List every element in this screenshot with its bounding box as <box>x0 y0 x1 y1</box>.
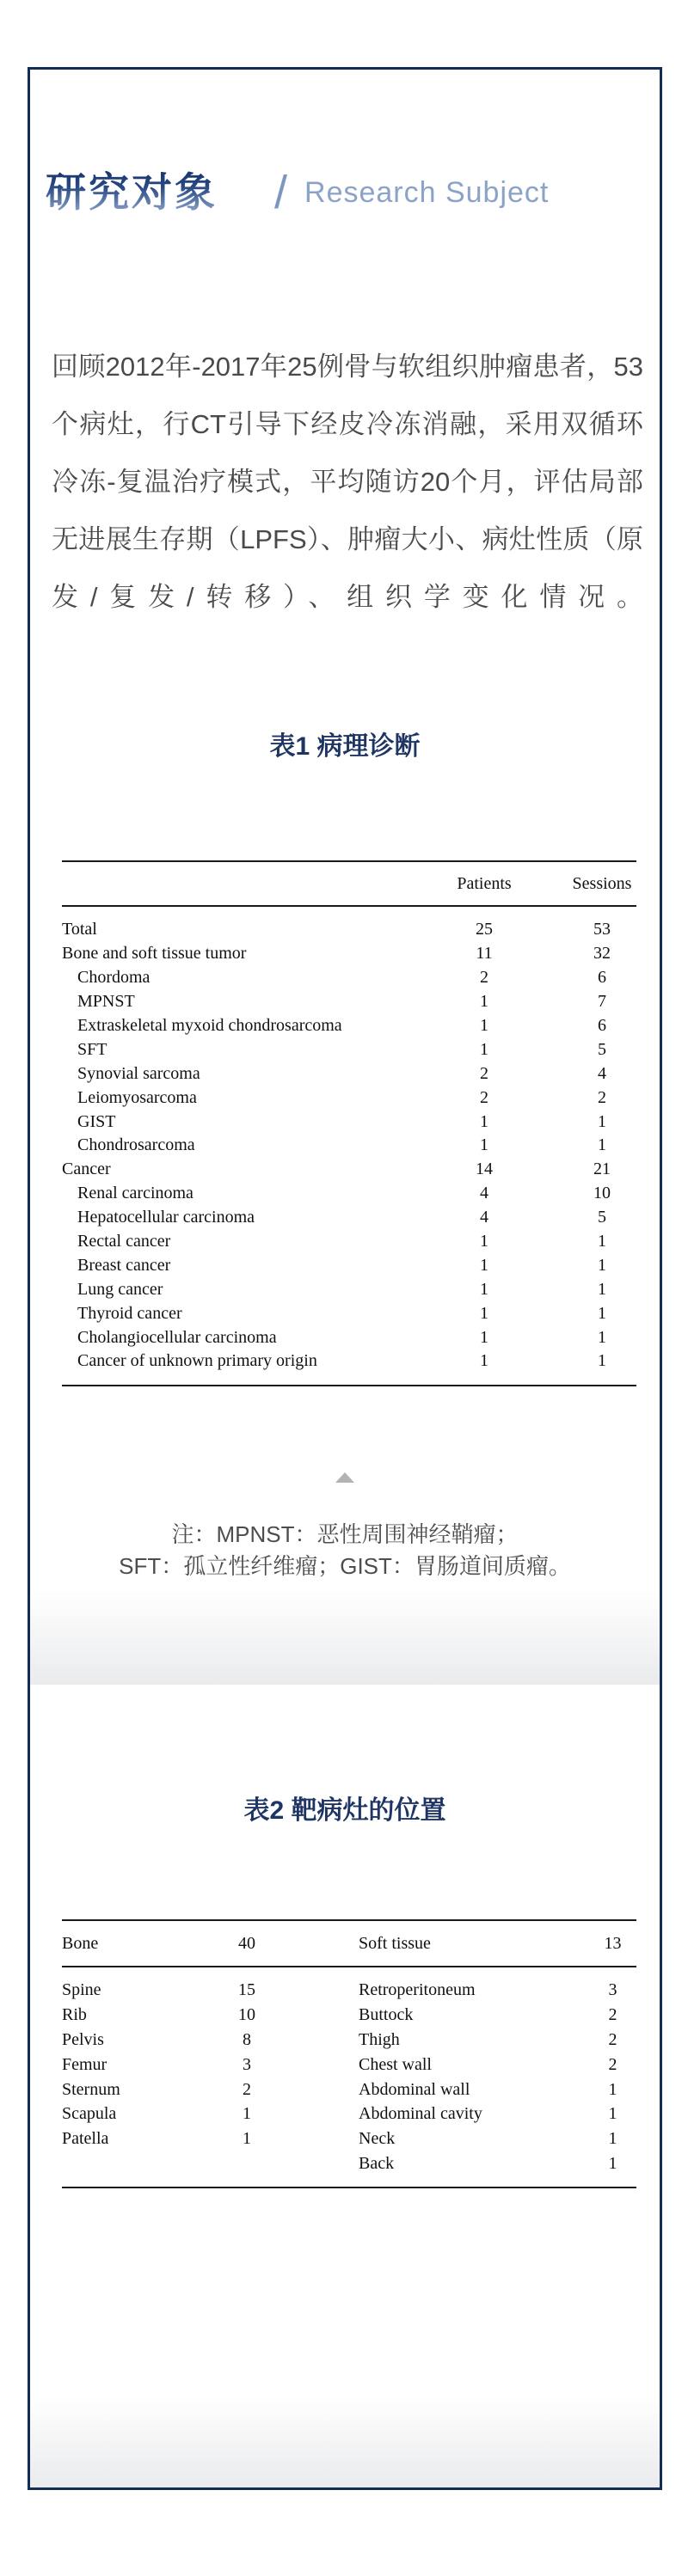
table2-header-row <box>62 1921 636 1966</box>
sessions-value: 21 <box>593 1160 611 1179</box>
table-row <box>62 1062 636 1086</box>
patients-value: 1 <box>480 1111 488 1131</box>
table-row <box>62 1206 636 1230</box>
soft-count: 3 <box>608 1979 617 1999</box>
patients-value: 25 <box>476 920 493 939</box>
bone-count: 8 <box>243 2029 251 2049</box>
soft-site: Buttock <box>359 2004 414 2024</box>
table2-caption: 表2 靶病灶的位置 <box>243 1796 446 1825</box>
patients-value: 11 <box>476 944 493 964</box>
soft-count: 1 <box>608 2104 617 2124</box>
table1-header-sessions: Sessions <box>572 873 632 893</box>
table-row <box>62 2151 636 2176</box>
patients-value: 2 <box>480 1087 488 1107</box>
table-row <box>62 1253 636 1277</box>
slash-divider-icon: / <box>274 167 288 218</box>
section-header <box>46 169 549 216</box>
table-row <box>62 1349 636 1374</box>
row-label: Chordoma <box>77 968 150 988</box>
bone-site: Scapula <box>62 2104 117 2124</box>
patients-value: 2 <box>480 968 488 988</box>
card-bottom-gradient <box>30 2395 660 2487</box>
row-label: GIST <box>77 1111 116 1131</box>
row-label: MPNST <box>77 992 135 1012</box>
table-row <box>62 1037 636 1062</box>
table-row <box>62 918 636 942</box>
table-row <box>62 1978 636 2003</box>
table1-caption: 表1 病理诊断 <box>269 732 421 761</box>
row-label: Breast cancer <box>77 1255 171 1275</box>
sessions-value: 2 <box>598 1087 606 1107</box>
sessions-value: 32 <box>593 944 611 964</box>
patients-value: 1 <box>480 1303 488 1323</box>
table-row <box>62 1014 636 1038</box>
table1-header-row <box>62 862 636 905</box>
pathology-table <box>62 860 636 1386</box>
bone-site: Spine <box>62 1979 101 1999</box>
soft-site: Abdominal wall <box>359 2079 470 2099</box>
bone-site <box>62 2151 182 2176</box>
table2-header-spacer <box>311 1921 359 1966</box>
table-row <box>62 1110 636 1134</box>
bone-count: 2 <box>243 2079 251 2099</box>
patients-value: 1 <box>480 1016 488 1035</box>
row-label: Rectal cancer <box>77 1232 171 1251</box>
row-label: Cancer <box>62 1160 111 1179</box>
patients-value: 2 <box>480 1063 488 1083</box>
patients-value: 1 <box>480 1351 488 1371</box>
table1-header-empty <box>62 862 450 905</box>
bone-site: Patella <box>62 2129 109 2149</box>
table-row <box>62 1301 636 1325</box>
footnote-line-2: SFT：孤立性纤维瘤；GIST：胃肠道间质瘤。 <box>119 1553 571 1579</box>
table-row <box>62 966 636 990</box>
patients-value: 1 <box>480 1279 488 1299</box>
patients-value: 4 <box>480 1184 488 1203</box>
soft-count: 1 <box>608 2129 617 2149</box>
table-row <box>62 2102 636 2126</box>
table-row <box>62 1134 636 1158</box>
table-row <box>62 1158 636 1182</box>
patients-value: 1 <box>480 1327 488 1347</box>
soft-site: Chest wall <box>359 2054 432 2074</box>
soft-site: Abdominal cavity <box>359 2104 482 2124</box>
sessions-value: 7 <box>598 992 606 1012</box>
table-row <box>62 2126 636 2151</box>
sessions-value: 1 <box>598 1351 606 1371</box>
table-row <box>62 990 636 1014</box>
patients-value: 1 <box>480 1135 488 1155</box>
sessions-value: 5 <box>598 1208 606 1227</box>
patients-value: 14 <box>476 1160 493 1179</box>
bone-header: Bone <box>62 1933 99 1953</box>
sessions-value: 10 <box>593 1184 611 1203</box>
bone-count <box>182 2151 311 2176</box>
sessions-value: 6 <box>598 1016 606 1035</box>
table-row <box>62 1230 636 1254</box>
sessions-value: 53 <box>593 920 611 939</box>
table2-bottom-rule <box>62 2187 636 2188</box>
lesion-location-table <box>62 1919 636 2188</box>
content-card <box>28 67 662 2490</box>
soft-site: Retroperitoneum <box>359 1979 476 1999</box>
soft-count: 2 <box>608 2029 617 2049</box>
table-row <box>62 1182 636 1206</box>
sessions-value: 5 <box>598 1039 606 1059</box>
table-row <box>62 1325 636 1349</box>
sessions-value: 1 <box>598 1255 606 1275</box>
row-label: Lung cancer <box>77 1279 163 1299</box>
soft-count: 2 <box>608 2004 617 2024</box>
soft-tissue-total: 13 <box>604 1933 622 1953</box>
table1-header-spacer <box>519 862 568 905</box>
table1-body <box>62 907 636 1385</box>
footnote-line-1: 注：MPNST：恶性周围神经鞘瘤； <box>171 1521 519 1547</box>
bone-site: Sternum <box>62 2079 120 2099</box>
bone-count: 3 <box>243 2054 251 2074</box>
table1-header-patients: Patients <box>457 873 512 893</box>
patients-value: 1 <box>480 1255 488 1275</box>
row-label: SFT <box>77 1039 108 1059</box>
soft-tissue-header: Soft tissue <box>359 1933 431 1953</box>
row-label: Cholangiocellular carcinoma <box>77 1327 277 1347</box>
sessions-value: 1 <box>598 1303 606 1323</box>
table1-footnote <box>30 1519 660 1582</box>
triangle-up-icon <box>335 1472 354 1483</box>
soft-count: 1 <box>608 2154 617 2174</box>
patients-value: 1 <box>480 1039 488 1059</box>
bone-count: 10 <box>238 2004 255 2024</box>
patients-value: 1 <box>480 1232 488 1251</box>
sessions-value: 4 <box>598 1063 606 1083</box>
row-label: Thyroid cancer <box>77 1303 182 1323</box>
table-row <box>62 2028 636 2053</box>
bone-site: Pelvis <box>62 2029 104 2049</box>
table-row <box>62 942 636 966</box>
patients-value: 1 <box>480 992 488 1012</box>
row-label: Chondrosarcoma <box>77 1135 195 1155</box>
soft-site: Thigh <box>359 2029 400 2049</box>
table-row <box>62 1086 636 1110</box>
sessions-value: 1 <box>598 1327 606 1347</box>
table-row <box>62 2053 636 2077</box>
row-label: Extraskeletal myxoid chondrosarcoma <box>77 1016 342 1035</box>
page-title-zh: 研究对象 <box>46 169 218 216</box>
sessions-value: 1 <box>598 1279 606 1299</box>
page-title-en: Research Subject <box>304 175 550 209</box>
bone-count: 1 <box>243 2104 251 2124</box>
row-label: Cancer of unknown primary origin <box>77 1351 317 1371</box>
row-label: Renal carcinoma <box>77 1184 194 1203</box>
soft-site: Neck <box>359 2129 396 2149</box>
table1-bottom-rule <box>62 1385 636 1386</box>
soft-count: 2 <box>608 2054 617 2074</box>
row-label: Total <box>62 920 97 939</box>
bone-site: Femur <box>62 2054 108 2074</box>
row-label: Bone and soft tissue tumor <box>62 944 247 964</box>
bone-count: 1 <box>243 2129 251 2149</box>
bone-count: 15 <box>238 1979 255 1999</box>
bone-total: 40 <box>238 1933 255 1953</box>
bone-site: Rib <box>62 2004 87 2024</box>
soft-site: Back <box>359 2154 395 2174</box>
soft-count: 1 <box>608 2079 617 2099</box>
intro-paragraph: 回顾2012年-2017年25例骨与软组织肿瘤患者，53个病灶，行CT引导下经皮冷冻消融，采用双循环冷冻-复温治疗模式，平均随访20个月，评估局部无进展生存期（LPFS）、肿瘤大小、病灶性质（原发/复发/转移）、组织学变化情况。 <box>52 352 643 612</box>
row-label: Synovial sarcoma <box>77 1063 200 1083</box>
table2-body <box>62 1967 636 2187</box>
row-label: Leiomyosarcoma <box>77 1087 197 1107</box>
table-row <box>62 2003 636 2028</box>
patients-value: 4 <box>480 1208 488 1227</box>
table-row <box>62 2077 636 2102</box>
sessions-value: 1 <box>598 1232 606 1251</box>
sessions-value: 1 <box>598 1135 606 1155</box>
row-label: Hepatocellular carcinoma <box>77 1208 255 1227</box>
section-divider-gradient <box>30 1590 660 1685</box>
table-row <box>62 1277 636 1301</box>
sessions-value: 6 <box>598 968 606 988</box>
sessions-value: 1 <box>598 1111 606 1131</box>
